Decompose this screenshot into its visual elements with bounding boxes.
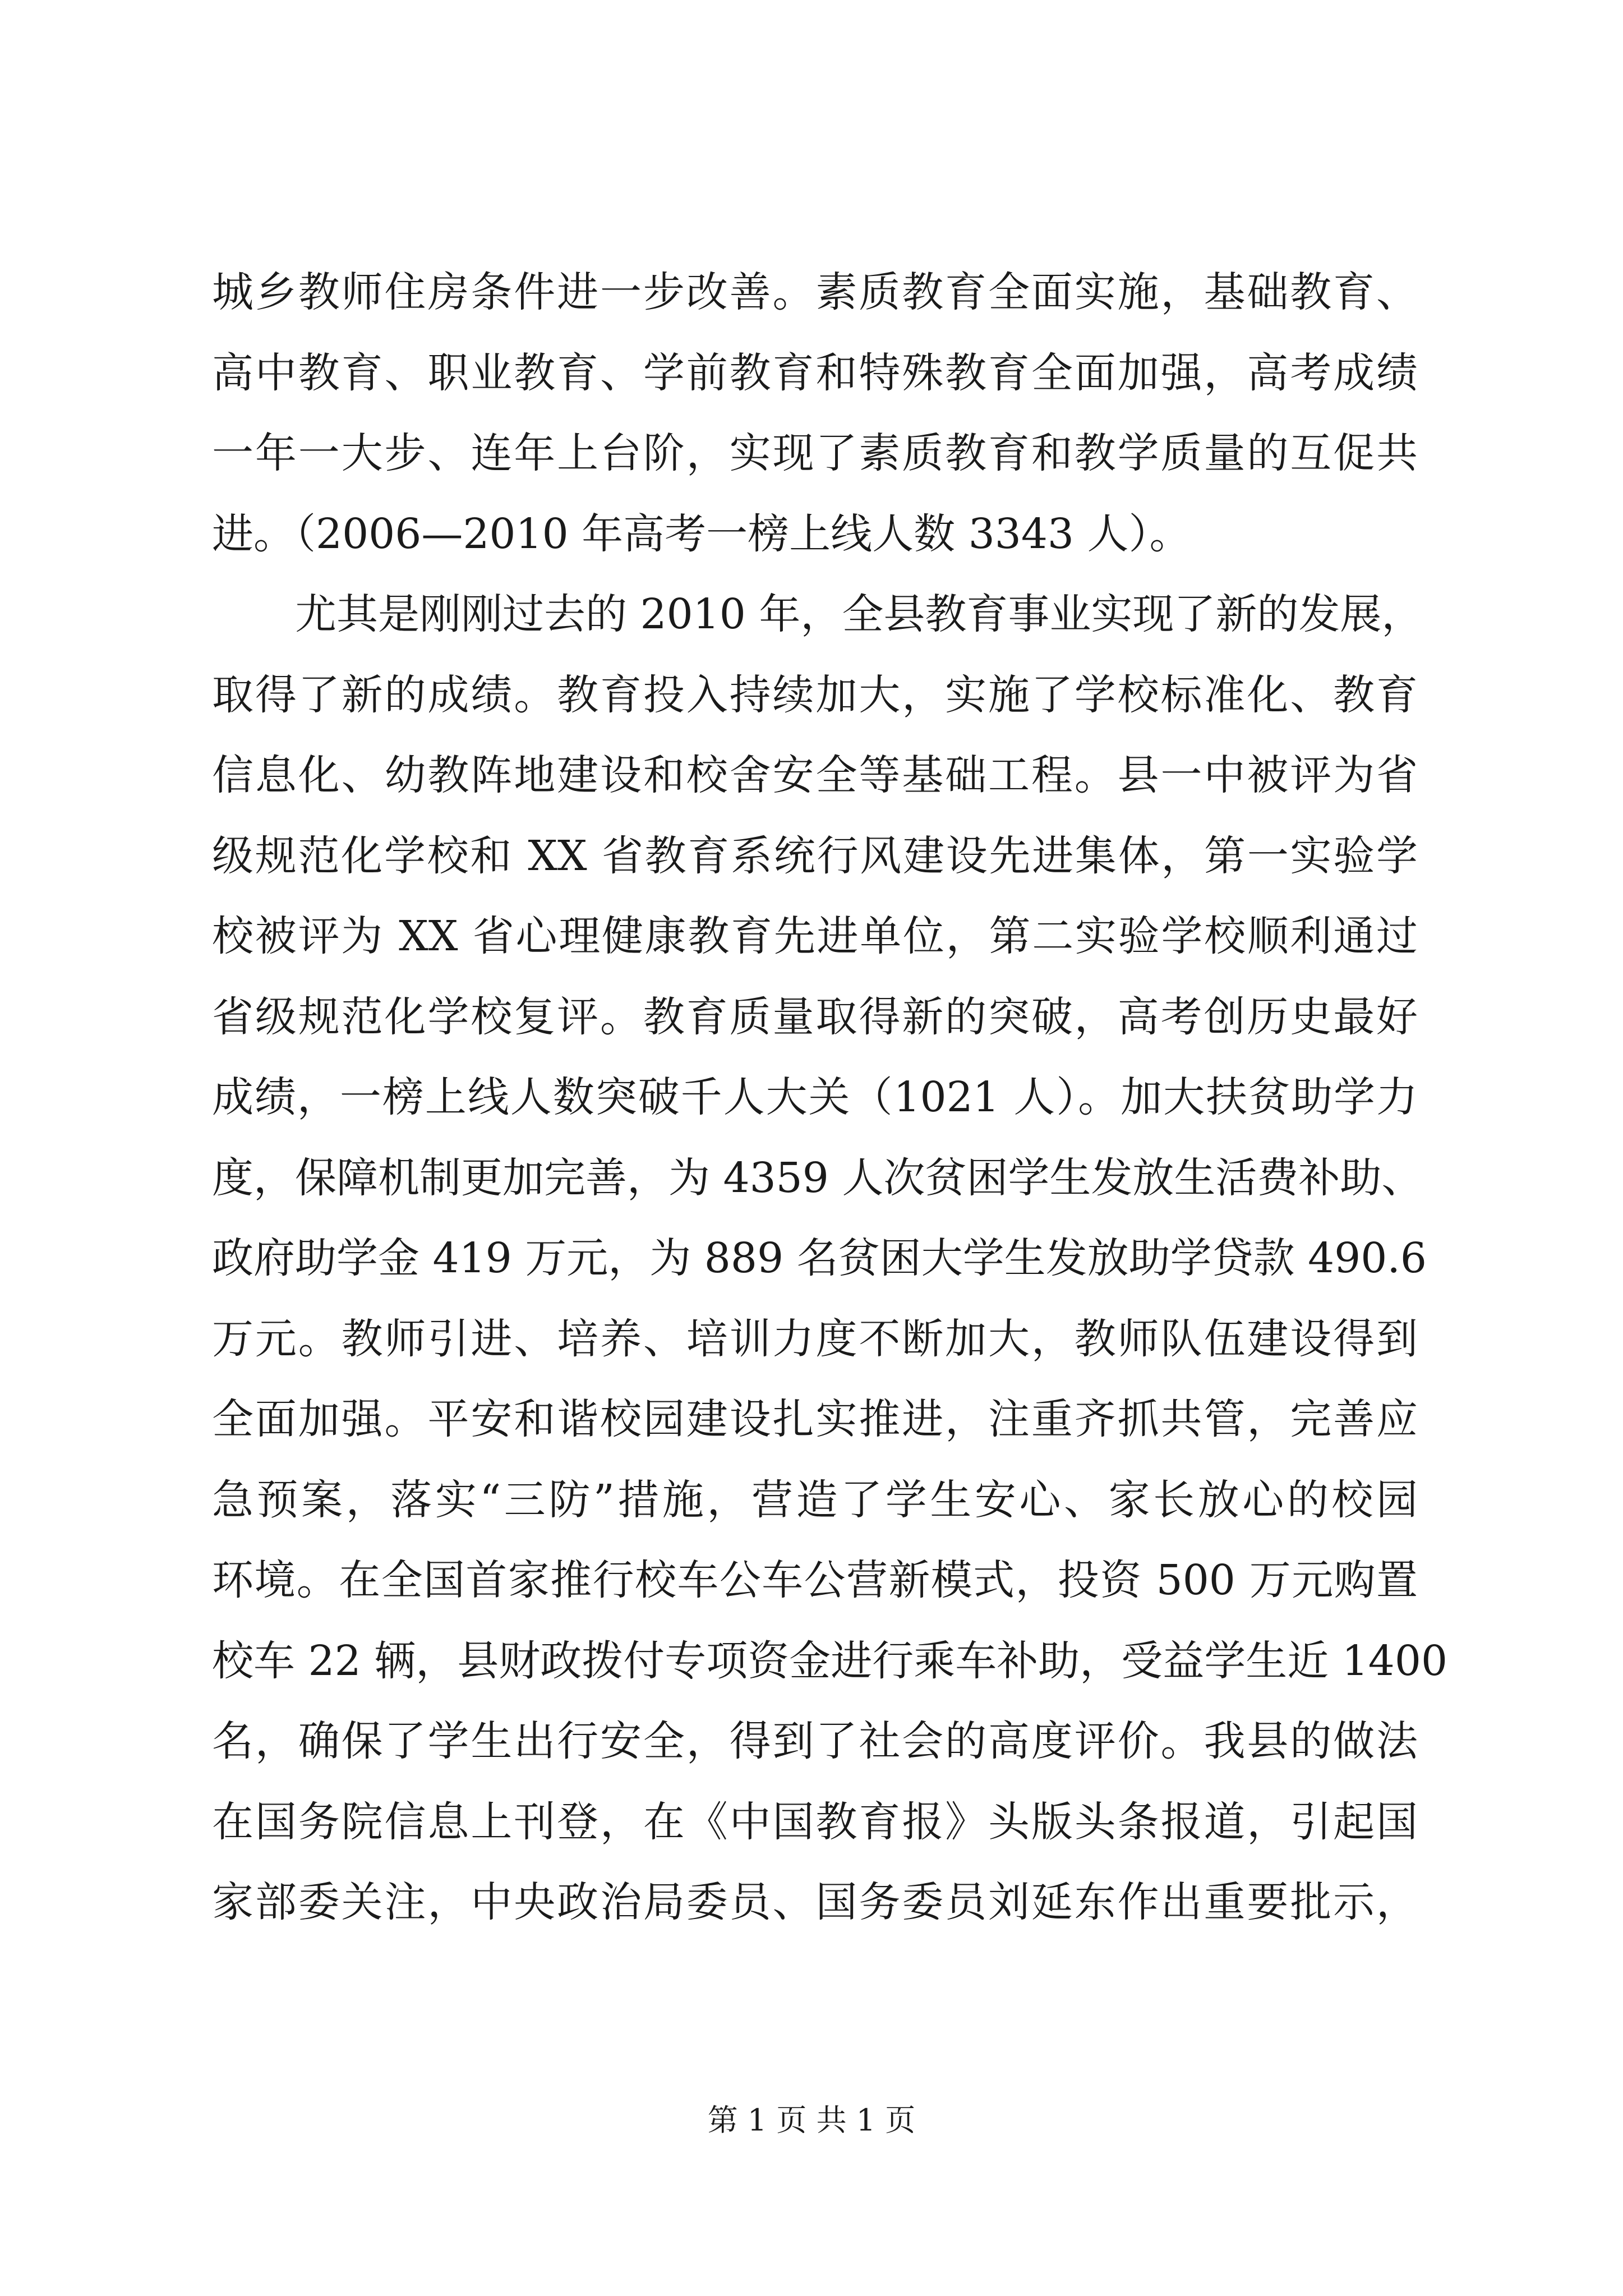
text-line-11: 成绩，一榜上线人数突破千人大关（1021 人）。加大扶贫助学力 [212,1073,1418,1121]
text-line-4: 进。（2006—2010 年高考一榜上线人数 3343 人）。 [212,509,1191,558]
text-line-2: 高中教育、职业教育、学前教育和特殊教育全面加强，高考成绩 [212,348,1418,397]
text-line-8: 级规范化学校和 XX 省教育系统行风建设先进集体，第一实验学 [212,831,1418,880]
text-line-10: 省级规范化学校复评。教育质量取得新的突破，高考创历史最好 [212,992,1418,1041]
text-line-19: 名，确保了学生出行安全，得到了社会的高度评价。我县的做法 [212,1717,1418,1765]
text-line-14: 万元。教师引进、培养、培训力度不断加大，教师队伍建设得到 [212,1314,1418,1363]
text-line-15: 全面加强。平安和谐校园建设扎实推进，注重齐抓共管，完善应 [212,1395,1418,1443]
text-line-1: 城乡教师住房条件进一步改善。素质教育全面实施，基础教育、 [212,268,1418,316]
text-line-12: 度，保障机制更加完善，为 4359 人次贫困学生发放生活费补助、 [212,1153,1423,1202]
text-line-13: 政府助学金 419 万元，为 889 名贫困大学生发放助学贷款 490.6 [212,1234,1427,1282]
page-footer [0,2098,1623,2143]
text-line-5: 尤其是刚刚过去的 2010 年，全县教育事业实现了新的发展， [212,590,1423,638]
text-line-17: 环境。在全国首家推行校车公车公营新模式，投资 500 万元购置 [212,1556,1418,1604]
text-line-16: 急预案，落实“三防”措施，营造了学生安心、家长放心的校园 [212,1475,1418,1524]
text-line-18: 校车 22 辆，县财政拨付专项资金进行乘车补助，受益学生近 1400 [212,1636,1448,1685]
text-line-21: 家部委关注，中央政治局委员、国务委员刘延东作出重要批示， [212,1878,1418,1926]
body-text [212,252,1448,1943]
text-line-6: 取得了新的成绩。教育投入持续加大，实施了学校标准化、教育 [212,670,1418,719]
page-number-label: 第 1 页 共 1 页 [707,2102,916,2138]
text-line-20: 在国务院信息上刊登，在《中国教育报》头版头条报道，引起国 [212,1797,1418,1846]
text-line-7: 信息化、幼教阵地建设和校舍安全等基础工程。县一中被评为省 [212,751,1418,799]
text-line-3: 一年一大步、连年上台阶，实现了素质教育和教学质量的互促共 [212,429,1418,477]
text-line-9: 校被评为 XX 省心理健康教育先进单位，第二实验学校顺利通过 [212,912,1418,960]
